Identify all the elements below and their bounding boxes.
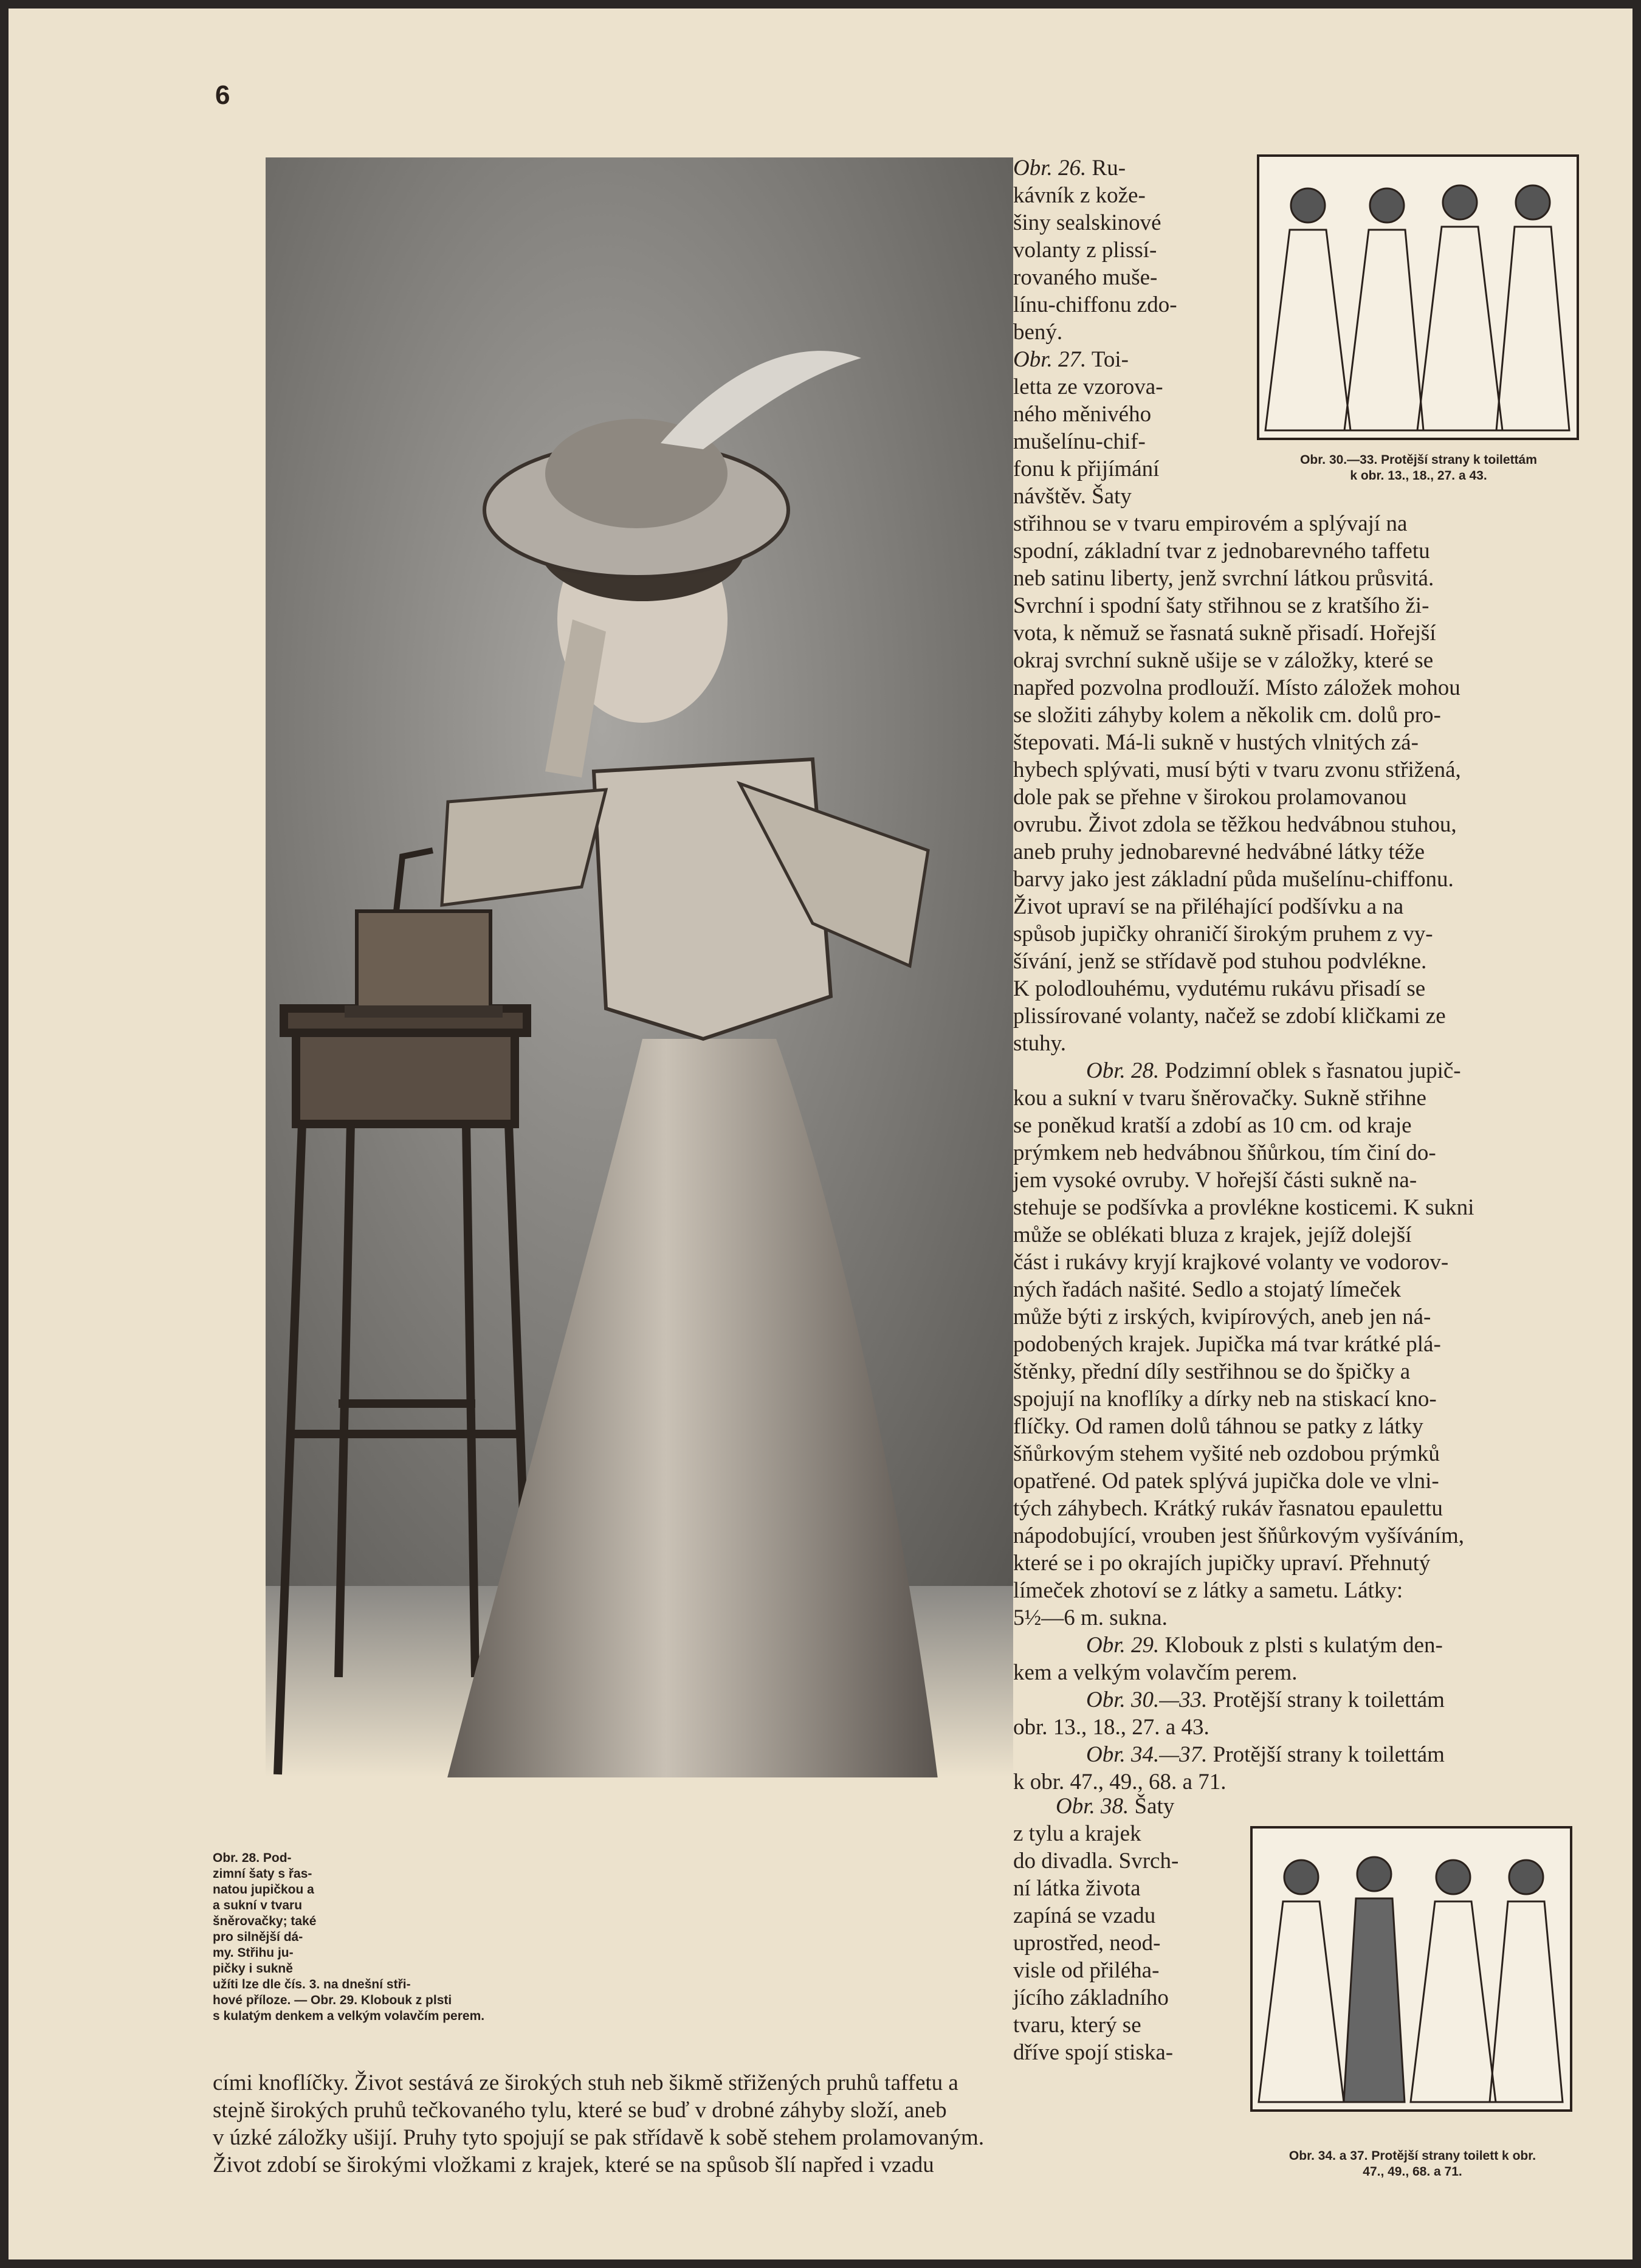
plate-bottom-caption <box>1218 2148 1607 2180</box>
caption-line: natou jupičkou a <box>213 1883 314 1897</box>
caption-line: pičky i sukně <box>213 1962 293 1976</box>
illustration-caption <box>213 1850 577 2024</box>
plate-bottom-figures <box>1250 1826 1572 2112</box>
paragraph-obr-29: Obr. 29. Klobouk z plsti s kulatým den- <box>1086 1633 1443 1658</box>
caption-line: Obr. 34. a 37. Protější strany toilett k obr. <box>1288 2149 1536 2163</box>
fashion-figures-engraving <box>1253 1829 1570 2109</box>
text-column-narrow-top <box>1013 154 1244 510</box>
paragraph-obr-38: Obr. 38. Šaty <box>1056 1794 1175 1819</box>
caption-line: pro silnější dá- <box>213 1930 303 1944</box>
figure-ref: Obr. 28. <box>1086 1058 1160 1083</box>
figure-ref: Obr. 26. <box>1013 156 1087 181</box>
paragraph-obr-26: Obr. 26. Ru- kávník z kože- šiny sealskinové volanty z plissí- rovaného muše- línu-chiffonu zdo- bený. <box>1013 156 1177 345</box>
caption-line: Obr. 30.—33. Protější strany k toilettám <box>1300 453 1537 467</box>
caption-line: zimní šaty s řas- <box>213 1867 312 1881</box>
caption-line: s kulatým denkem a velkým volavčím perem. <box>213 2009 485 2023</box>
figure-ref: Obr. 27. <box>1013 347 1087 372</box>
plate-top-figures <box>1257 154 1579 440</box>
caption-line: šněrovačky; také <box>213 1914 317 1928</box>
caption-line: 47., 49., 68. a 71. <box>1363 2165 1462 2179</box>
figure-ref: Obr. 30.—33. <box>1086 1687 1208 1712</box>
plate-top-caption <box>1224 452 1613 484</box>
paragraph-obr-27: Obr. 27. Toi- letta ze vzorova- ného měnivého mušelínu-chif- fonu k přijímání návštěv. Šaty <box>1013 347 1163 509</box>
figure-ref: Obr. 38. <box>1056 1794 1129 1819</box>
caption-line: užíti lze dle čís. 3. na dnešní stři- <box>213 1977 411 1991</box>
caption-line: a sukní v tvaru <box>213 1898 303 1912</box>
paragraph-obr-28: Obr. 28. Podzimní oblek s řasnatou jupič- <box>1086 1058 1461 1083</box>
text-column-narrow-bottom: Obr. 38. Šaty z tylu a krajek do divadla. Svrch- ní látka života zapíná se vzadu uprostřed, neod- visle od přiléha- jícího základního tvaru, který se dříve spojí stiska- <box>1013 1793 1244 2066</box>
caption-line: hové příloze. — Obr. 29. Klobouk z plsti <box>213 1993 452 2007</box>
figure-ref: Obr. 34.—37. <box>1086 1742 1208 1767</box>
page-number: 6 <box>215 80 230 110</box>
caption-line: k obr. 13., 18., 27. a 43. <box>1350 469 1487 483</box>
text-bottom: cími knoflíčky. Život sestává ze širokých stuh neb šikmě střižených pruhů taffetu a stejně širokých pruhů tečkovaného tylu, které se buď v drobné záhyby složí, aneb v úzké záložky ušijí. Pruhy tyto spojují se pak střídavě k sobě stehem prolamovaným. Život zdobí se širokými vložkami z krajek, které se na spůsob šlí napřed i vzadu <box>213 2070 985 2177</box>
page <box>9 9 1632 2259</box>
text-column-wide: střihnou se v tvaru empirovém a splývají na spodní, základní tvar z jednobarevného taffetu neb satinu liberty, jenž svrchní látkou průsvitá. Svrchní i spodní šaty střihnou se z kratšího ži- vota, k němuž se řasnatá sukně přisadí. Hořejší okraj svrchní sukně ušije se v záložky, které se napřed pozvolna prodlouží. Místo záložek mohou se složiti záhyby kolem a několik cm. dolů pro- štepovati. Má-li sukně v hustých vlnitých zá- hybech splývati, musí býti v tvaru zvonu střižená, dole pak se přehne v širokou prolamovanou ovrubu. Život zdola se těžkou hedvábnou stuhou, aneb pruhy jednobarevné hedvábné látky téže barvy jako jest základní půda mušelínu-chiffonu. Život upraví se na přiléhající podšívku a na spůsob jupičky ohraničí širokým pruhem z vy- šívání, jenž se střídavě pod stuhou podvlékne. K polodlouhému, vydutému rukávu přisadí se plissírované volanty, načež se zdobí kličkami ze stuhy. Obr. 28. Podzimní oblek s řasnatou jupič- kou a sukní v tvaru šněrovačky. Sukně střihne se poněkud kratší a zdobí as 10 cm. od kraje prýmkem neb hedvábnou šňůrkou, tím činí do- jem vysoké ovruby. V hořejší části sukně na- stehuje se podšívka a provlékne kosticemi. K sukni může se oblékati bluza z krajek, jejíž dolejší část i rukávy kryjí krajkové volanty ve vodorov- ných řadách našité. Sedlo a stojatý límeček může býti z irských, kvipírových, aneb jen ná- podobených krajek. Jupička má tvar krátké plá- štěnky, přední díly sestřihnou se do špičky a spojují na knoflíky a dírky neb na stiskací kno- flíčky. Od ramen dolů táhnou se patky z látky šňůrkovým stehem vyšité neb ozdobou prýmků opatřené. Od patek splývá jupička dole ve vlni- tých záhybech. Krátký rukáv řasnatou epaulettu nápodobující, vrouben jest šňůrkovým vyšíváním, které se i po okrajích jupičky upraví. Přehnutý límeček zhotoví se z látky a sametu. Látky: 5½—6 m. sukna. Obr. 29. Klobouk z plsti s kulatým den- kem a velkým volavčím perem. Obr. 30.—33. Protější strany k toilettám obr. 13., 18., 27. a 43. Obr. 34.—37. Protější strany k toilettám k obr. 47., 49., 68. a 71. <box>1013 510 1560 1796</box>
caption-line: my. Střihu ju- <box>213 1946 294 1960</box>
figure-ref: Obr. 29. <box>1086 1633 1160 1658</box>
caption-line: Obr. 28. Pod- <box>213 1851 292 1865</box>
woman-telephone-engraving <box>266 157 1013 1777</box>
fashion-figures-engraving <box>1259 157 1577 438</box>
main-illustration <box>266 157 1013 1777</box>
paragraph-obr-34: Obr. 34.—37. Protější strany k toilettám <box>1086 1742 1445 1767</box>
paragraph-obr-30: Obr. 30.—33. Protější strany k toilettám <box>1086 1687 1445 1712</box>
